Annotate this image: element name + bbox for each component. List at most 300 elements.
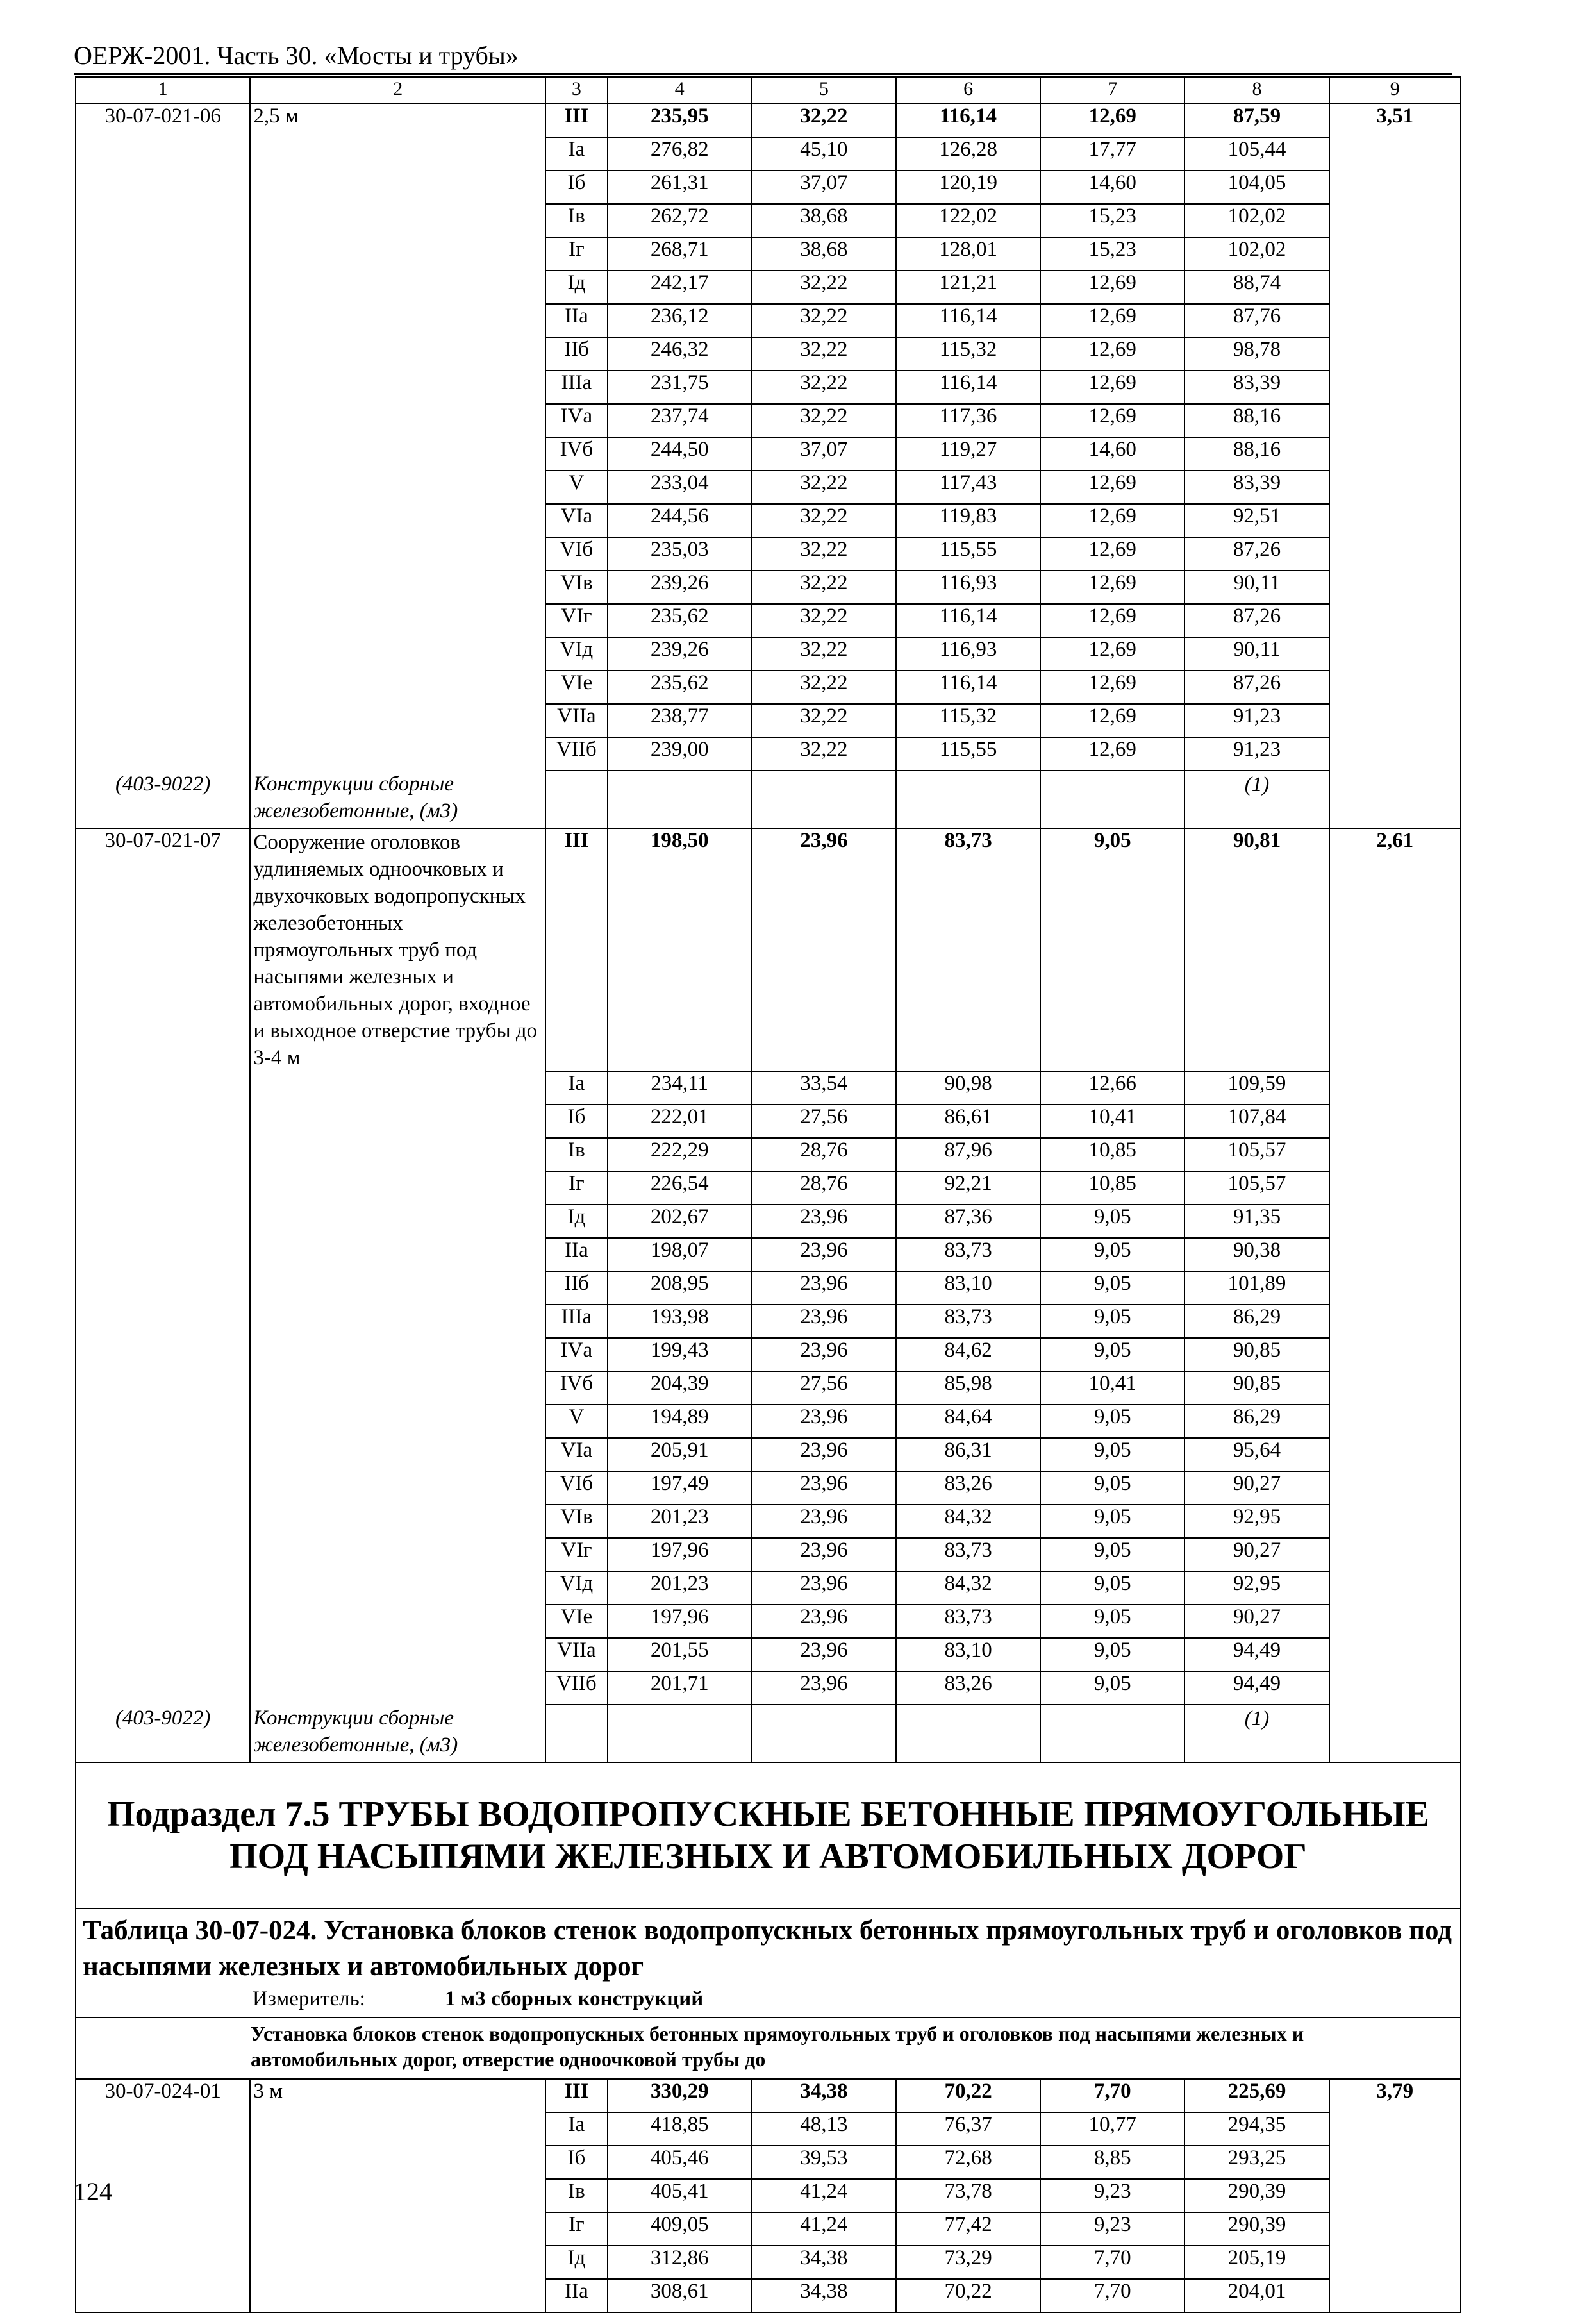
- value-cell: 418,85: [608, 2112, 752, 2146]
- empty-cell: [250, 1471, 545, 1505]
- value-cell: 242,17: [608, 271, 752, 304]
- empty-cell: [250, 1605, 545, 1638]
- zone-cell: Iв: [545, 2179, 607, 2212]
- value-cell: 12,69: [1040, 371, 1185, 404]
- value-cell: 17,77: [1040, 137, 1185, 171]
- empty-cell: [250, 1138, 545, 1171]
- rate-description: 2,5 м: [250, 104, 545, 137]
- value-cell: 83,39: [1185, 371, 1329, 404]
- value-cell: 204,01: [1185, 2279, 1329, 2312]
- value-cell: 28,76: [752, 1171, 896, 1205]
- value-cell: 9,05: [1040, 1205, 1185, 1238]
- empty-cell: [250, 437, 545, 471]
- empty-cell: [76, 1571, 250, 1605]
- value-cell: 87,26: [1185, 604, 1329, 637]
- empty-cell: [76, 171, 250, 204]
- empty-cell: [76, 304, 250, 337]
- value-cell: 198,50: [608, 828, 752, 1071]
- empty-cell: [76, 1238, 250, 1271]
- value-cell: 83,10: [896, 1271, 1040, 1305]
- value-cell: 10,85: [1040, 1171, 1185, 1205]
- value-cell: 23,96: [752, 828, 896, 1071]
- value-cell: 83,10: [896, 1638, 1040, 1671]
- value-cell: 76,37: [896, 2112, 1040, 2146]
- value-cell: 41,24: [752, 2212, 896, 2246]
- empty-cell: [76, 1205, 250, 1238]
- value-cell: 12,69: [1040, 737, 1185, 771]
- table-row: [76, 337, 1461, 371]
- value-cell: 9,05: [1040, 1338, 1185, 1371]
- empty-cell: [76, 2246, 250, 2279]
- value-cell: 23,96: [752, 1438, 896, 1471]
- empty-cell: [76, 1138, 250, 1171]
- footnote-text: Конструкции сборные железобетонные, (м3): [250, 1705, 545, 1762]
- value-cell: 201,23: [608, 1571, 752, 1605]
- value-cell: 92,95: [1185, 1571, 1329, 1605]
- zone-cell: VIIб: [545, 737, 607, 771]
- value-cell: 86,29: [1185, 1405, 1329, 1438]
- zone-cell: VIIб: [545, 1671, 607, 1705]
- column-number: 3: [545, 77, 607, 104]
- table-row: [76, 1471, 1461, 1505]
- empty-cell: [1329, 2212, 1461, 2246]
- value-cell: 239,26: [608, 637, 752, 671]
- value-cell: 73,78: [896, 2179, 1040, 2212]
- empty-cell: [1329, 637, 1461, 671]
- value-cell: 226,54: [608, 1171, 752, 1205]
- value-cell: 83,39: [1185, 471, 1329, 504]
- value-cell: 9,05: [1040, 1538, 1185, 1571]
- meter-label: Измеритель:: [253, 1987, 365, 2010]
- table-row: [76, 104, 1461, 137]
- empty-cell: [76, 237, 250, 271]
- value-cell: 9,05: [1040, 1471, 1185, 1505]
- table-row: [76, 1438, 1461, 1471]
- empty-cell: [250, 571, 545, 604]
- value-cell: 9,05: [1040, 1438, 1185, 1471]
- empty-cell: [1329, 171, 1461, 204]
- value-cell: 83,73: [896, 1605, 1040, 1638]
- value-cell: 87,36: [896, 1205, 1040, 1238]
- column-number: 5: [752, 77, 896, 104]
- empty-cell: [250, 471, 545, 504]
- table-row: [76, 671, 1461, 704]
- table-row: [76, 1238, 1461, 1271]
- empty-cell: [250, 337, 545, 371]
- value-cell: 9,05: [1040, 1238, 1185, 1271]
- empty-cell: [76, 2146, 250, 2179]
- empty-cell: [76, 1071, 250, 1105]
- empty-cell: [76, 604, 250, 637]
- value-cell: 12,69: [1040, 104, 1185, 137]
- value-cell: 38,68: [752, 237, 896, 271]
- table-row: [76, 204, 1461, 237]
- empty-cell: [545, 771, 607, 828]
- value-cell: 116,14: [896, 371, 1040, 404]
- table-row: [76, 304, 1461, 337]
- zone-cell: VIг: [545, 1538, 607, 1571]
- value-cell: 12,69: [1040, 537, 1185, 571]
- zone-cell: IIб: [545, 337, 607, 371]
- zone-cell: Iа: [545, 137, 607, 171]
- value-cell: 32,22: [752, 571, 896, 604]
- empty-cell: [1329, 1538, 1461, 1571]
- table-row: [76, 2212, 1461, 2246]
- value-cell: 204,39: [608, 1371, 752, 1405]
- table-row: [76, 737, 1461, 771]
- empty-cell: [76, 1305, 250, 1338]
- value-cell: 23,96: [752, 1471, 896, 1505]
- table-row: [76, 2179, 1461, 2212]
- value-cell: 84,64: [896, 1405, 1040, 1438]
- value-cell: 38,68: [752, 204, 896, 237]
- value-cell: 32,22: [752, 537, 896, 571]
- value-cell: 90,27: [1185, 1471, 1329, 1505]
- value-cell: 9,05: [1040, 828, 1185, 1071]
- value-cell: 86,61: [896, 1105, 1040, 1138]
- zone-cell: VIг: [545, 604, 607, 637]
- column-number: 4: [608, 77, 752, 104]
- value-cell: 86,29: [1185, 1305, 1329, 1338]
- empty-cell: [752, 1705, 896, 1762]
- value-cell: 92,21: [896, 1171, 1040, 1205]
- empty-cell: [1329, 1438, 1461, 1471]
- empty-cell: [250, 171, 545, 204]
- table-row: [76, 2112, 1461, 2146]
- value-cell: 197,96: [608, 1538, 752, 1571]
- value-cell: 73,29: [896, 2246, 1040, 2279]
- empty-cell: [1040, 771, 1185, 828]
- value-cell: 90,98: [896, 1071, 1040, 1105]
- zone-cell: VIб: [545, 537, 607, 571]
- zone-cell: Iа: [545, 2112, 607, 2146]
- value-cell: 32,22: [752, 337, 896, 371]
- zone-cell: Iд: [545, 271, 607, 304]
- subheading-row: [76, 2017, 1461, 2079]
- zone-cell: Iг: [545, 237, 607, 271]
- value-cell: 70,22: [896, 2079, 1040, 2112]
- empty-cell: [76, 2212, 250, 2246]
- value-cell: 32,22: [752, 671, 896, 704]
- table-row: [76, 2279, 1461, 2312]
- zone-cell: III: [545, 104, 607, 137]
- value-cell: 12,69: [1040, 304, 1185, 337]
- empty-cell: [1329, 1238, 1461, 1271]
- value-cell: 91,23: [1185, 737, 1329, 771]
- value-cell: 90,11: [1185, 637, 1329, 671]
- zone-cell: Iг: [545, 2212, 607, 2246]
- value-cell: 231,75: [608, 371, 752, 404]
- value-cell: 119,27: [896, 437, 1040, 471]
- value-cell: 37,07: [752, 171, 896, 204]
- value-cell: 107,84: [1185, 1105, 1329, 1138]
- value-cell: 235,03: [608, 537, 752, 571]
- table-row: [76, 437, 1461, 471]
- empty-cell: [250, 537, 545, 571]
- column-number: 1: [76, 77, 250, 104]
- value-cell: 32,22: [752, 304, 896, 337]
- zone-cell: IIб: [545, 1271, 607, 1305]
- table-row: [76, 1538, 1461, 1571]
- value-cell: 23,96: [752, 1538, 896, 1571]
- table-row: [76, 1271, 1461, 1305]
- value-cell: 34,38: [752, 2246, 896, 2279]
- value-cell: 7,70: [1040, 2079, 1185, 2112]
- section-title: Подраздел 7.5 ТРУБЫ ВОДОПРОПУСКНЫЕ БЕТОННЫЕ ПРЯМОУГОЛЬНЫЕ ПОД НАСЫПЯМИ ЖЕЛЕЗНЫХ И АВТОМОБИЛЬНЫХ ДОРОГ: [76, 1762, 1461, 1908]
- empty-cell: [250, 371, 545, 404]
- empty-cell: [250, 1371, 545, 1405]
- value-cell: 23,96: [752, 1238, 896, 1271]
- value-cell: 12,69: [1040, 704, 1185, 737]
- table-title: Таблица 30-07-024. Установка блоков стенок водопропускных бетонных прямоугольных труб и оголовков под насыпями железных и автомобильных дорог: [83, 1916, 1452, 1982]
- value-cell: 233,04: [608, 471, 752, 504]
- value-cell: 312,86: [608, 2246, 752, 2279]
- labor-value: 3,79: [1329, 2079, 1461, 2112]
- empty-cell: [76, 1671, 250, 1705]
- table-row: [76, 404, 1461, 437]
- value-cell: 9,05: [1040, 1671, 1185, 1705]
- column-number: 9: [1329, 77, 1461, 104]
- zone-cell: Iг: [545, 1171, 607, 1205]
- table-row: [76, 1338, 1461, 1371]
- value-cell: 32,22: [752, 404, 896, 437]
- empty-cell: [250, 1505, 545, 1538]
- value-cell: 86,31: [896, 1438, 1040, 1471]
- value-cell: 23,96: [752, 1571, 896, 1605]
- empty-cell: [1329, 471, 1461, 504]
- value-cell: 290,39: [1185, 2179, 1329, 2212]
- value-cell: 225,69: [1185, 2079, 1329, 2112]
- table-row: [76, 271, 1461, 304]
- empty-cell: [250, 2246, 545, 2279]
- value-cell: 10,77: [1040, 2112, 1185, 2146]
- value-cell: 235,62: [608, 671, 752, 704]
- empty-cell: [250, 2279, 545, 2312]
- table-row: [76, 1105, 1461, 1138]
- empty-cell: [250, 204, 545, 237]
- footnote-text: Конструкции сборные железобетонные, (м3): [250, 771, 545, 828]
- zone-cell: III: [545, 828, 607, 1071]
- empty-cell: [1329, 1171, 1461, 1205]
- empty-cell: [76, 2279, 250, 2312]
- value-cell: 90,27: [1185, 1538, 1329, 1571]
- value-cell: 238,77: [608, 704, 752, 737]
- empty-cell: [1329, 271, 1461, 304]
- empty-cell: [250, 1671, 545, 1705]
- value-cell: 32,22: [752, 637, 896, 671]
- value-cell: 83,26: [896, 1471, 1040, 1505]
- value-cell: 83,73: [896, 1305, 1040, 1338]
- table-row: [76, 1205, 1461, 1238]
- value-cell: 90,85: [1185, 1338, 1329, 1371]
- empty-cell: [545, 1705, 607, 1762]
- value-cell: 193,98: [608, 1305, 752, 1338]
- zone-cell: VIа: [545, 504, 607, 537]
- empty-cell: [1329, 604, 1461, 637]
- zone-cell: IIа: [545, 2279, 607, 2312]
- value-cell: 90,38: [1185, 1238, 1329, 1271]
- value-cell: 198,07: [608, 1238, 752, 1271]
- empty-cell: [1329, 1071, 1461, 1105]
- value-cell: 109,59: [1185, 1071, 1329, 1105]
- empty-cell: [250, 1338, 545, 1371]
- empty-cell: [896, 771, 1040, 828]
- empty-cell: [76, 671, 250, 704]
- empty-cell: [76, 271, 250, 304]
- empty-cell: [250, 1571, 545, 1605]
- value-cell: 91,35: [1185, 1205, 1329, 1238]
- empty-cell: [250, 1205, 545, 1238]
- empty-cell: [1329, 1338, 1461, 1371]
- value-cell: 201,55: [608, 1638, 752, 1671]
- value-cell: 83,26: [896, 1671, 1040, 1705]
- value-cell: 23,96: [752, 1505, 896, 1538]
- value-cell: 9,05: [1040, 1271, 1185, 1305]
- value-cell: 409,05: [608, 2212, 752, 2246]
- empty-cell: [250, 1405, 545, 1438]
- empty-cell: [896, 1705, 1040, 1762]
- empty-cell: [250, 1438, 545, 1471]
- value-cell: 14,60: [1040, 437, 1185, 471]
- empty-cell: [608, 1705, 752, 1762]
- value-cell: 88,16: [1185, 404, 1329, 437]
- zone-cell: IVб: [545, 437, 607, 471]
- table-row: [76, 1671, 1461, 1705]
- empty-cell: [752, 771, 896, 828]
- value-cell: 94,49: [1185, 1638, 1329, 1671]
- empty-cell: [76, 571, 250, 604]
- zone-cell: IIа: [545, 1238, 607, 1271]
- value-cell: 92,51: [1185, 504, 1329, 537]
- value-cell: 8,85: [1040, 2146, 1185, 2179]
- value-cell: 10,41: [1040, 1105, 1185, 1138]
- zone-cell: Iб: [545, 1105, 607, 1138]
- value-cell: 33,54: [752, 1071, 896, 1105]
- value-cell: 83,73: [896, 1238, 1040, 1271]
- value-cell: 34,38: [752, 2279, 896, 2312]
- value-cell: 128,01: [896, 237, 1040, 271]
- value-cell: 85,98: [896, 1371, 1040, 1405]
- table-row: [76, 1405, 1461, 1438]
- table-row: [76, 504, 1461, 537]
- zone-cell: VIа: [545, 1438, 607, 1471]
- value-cell: 7,70: [1040, 2279, 1185, 2312]
- empty-cell: [1329, 371, 1461, 404]
- empty-cell: [250, 1638, 545, 1671]
- zone-cell: IVа: [545, 1338, 607, 1371]
- zone-cell: Iа: [545, 1071, 607, 1105]
- column-number: 7: [1040, 77, 1185, 104]
- value-cell: 105,57: [1185, 1138, 1329, 1171]
- subheading: Установка блоков стенок водопропускных бетонных прямоугольных труб и оголовков под насыпями железных и автомобильных дорог, отверстие одноочковой трубы до: [76, 2017, 1461, 2079]
- empty-cell: [1329, 1305, 1461, 1338]
- value-cell: 115,32: [896, 337, 1040, 371]
- empty-cell: [1329, 404, 1461, 437]
- value-cell: 10,41: [1040, 1371, 1185, 1405]
- value-cell: 23,96: [752, 1305, 896, 1338]
- table-row: [76, 1505, 1461, 1538]
- column-number: 2: [250, 77, 545, 104]
- value-cell: 117,36: [896, 404, 1040, 437]
- empty-cell: [1040, 1705, 1185, 1762]
- value-cell: 102,02: [1185, 204, 1329, 237]
- value-cell: 10,85: [1040, 1138, 1185, 1171]
- empty-cell: [1329, 137, 1461, 171]
- value-cell: 197,49: [608, 1471, 752, 1505]
- empty-cell: [1329, 1505, 1461, 1538]
- empty-cell: [1329, 671, 1461, 704]
- table-row: [76, 2246, 1461, 2279]
- zone-cell: VIд: [545, 1571, 607, 1605]
- value-cell: 12,66: [1040, 1071, 1185, 1105]
- value-cell: 94,49: [1185, 1671, 1329, 1705]
- zone-cell: Iв: [545, 1138, 607, 1171]
- value-cell: 239,26: [608, 571, 752, 604]
- empty-cell: [1329, 1371, 1461, 1405]
- value-cell: 87,26: [1185, 671, 1329, 704]
- value-cell: 290,39: [1185, 2212, 1329, 2246]
- value-cell: 90,81: [1185, 828, 1329, 1071]
- value-cell: 237,74: [608, 404, 752, 437]
- table-row: [76, 2146, 1461, 2179]
- value-cell: 9,05: [1040, 1305, 1185, 1338]
- rate-description: Сооружение оголовков удлиняемых одноочковых и двухочковых водопропускных железобетонных прямоугольных труб под насыпями железных и автомобильных дорог, входное и выходное отверстие трубы до 3-4 м: [250, 828, 545, 1071]
- running-header: ОЕРЖ-2001. Часть 30. «Мосты и трубы»: [74, 40, 1452, 75]
- empty-cell: [1329, 1671, 1461, 1705]
- value-cell: 268,71: [608, 237, 752, 271]
- table-row: [76, 537, 1461, 571]
- value-cell: 45,10: [752, 137, 896, 171]
- value-cell: 116,14: [896, 304, 1040, 337]
- empty-cell: [76, 1105, 250, 1138]
- rate-code: 30-07-021-06: [76, 104, 250, 137]
- value-cell: 98,78: [1185, 337, 1329, 371]
- zone-cell: Iв: [545, 204, 607, 237]
- measurement-unit: [83, 1985, 1454, 2013]
- value-cell: 105,57: [1185, 1171, 1329, 1205]
- value-cell: 119,83: [896, 504, 1040, 537]
- value-cell: 37,07: [752, 437, 896, 471]
- value-cell: 330,29: [608, 2079, 752, 2112]
- value-cell: 41,24: [752, 2179, 896, 2212]
- empty-cell: [250, 1271, 545, 1305]
- value-cell: 197,96: [608, 1605, 752, 1638]
- zone-cell: IIIа: [545, 371, 607, 404]
- empty-cell: [250, 1238, 545, 1271]
- value-cell: 32,22: [752, 471, 896, 504]
- empty-cell: [1329, 2112, 1461, 2146]
- value-cell: 23,96: [752, 1671, 896, 1705]
- footnote-quantity: (1): [1185, 771, 1329, 828]
- empty-cell: [1329, 204, 1461, 237]
- table-row: [76, 637, 1461, 671]
- value-cell: 32,22: [752, 371, 896, 404]
- table-row: [76, 171, 1461, 204]
- table-row: [76, 1571, 1461, 1605]
- column-number-row: [76, 77, 1461, 104]
- page-number: 124: [74, 2177, 112, 2206]
- empty-cell: [1329, 437, 1461, 471]
- value-cell: 205,19: [1185, 2246, 1329, 2279]
- value-cell: 12,69: [1040, 271, 1185, 304]
- zone-cell: VIб: [545, 1471, 607, 1505]
- empty-cell: [76, 437, 250, 471]
- value-cell: 92,95: [1185, 1505, 1329, 1538]
- empty-cell: [1329, 237, 1461, 271]
- value-cell: 23,96: [752, 1205, 896, 1238]
- value-cell: 115,55: [896, 537, 1040, 571]
- value-cell: 261,31: [608, 171, 752, 204]
